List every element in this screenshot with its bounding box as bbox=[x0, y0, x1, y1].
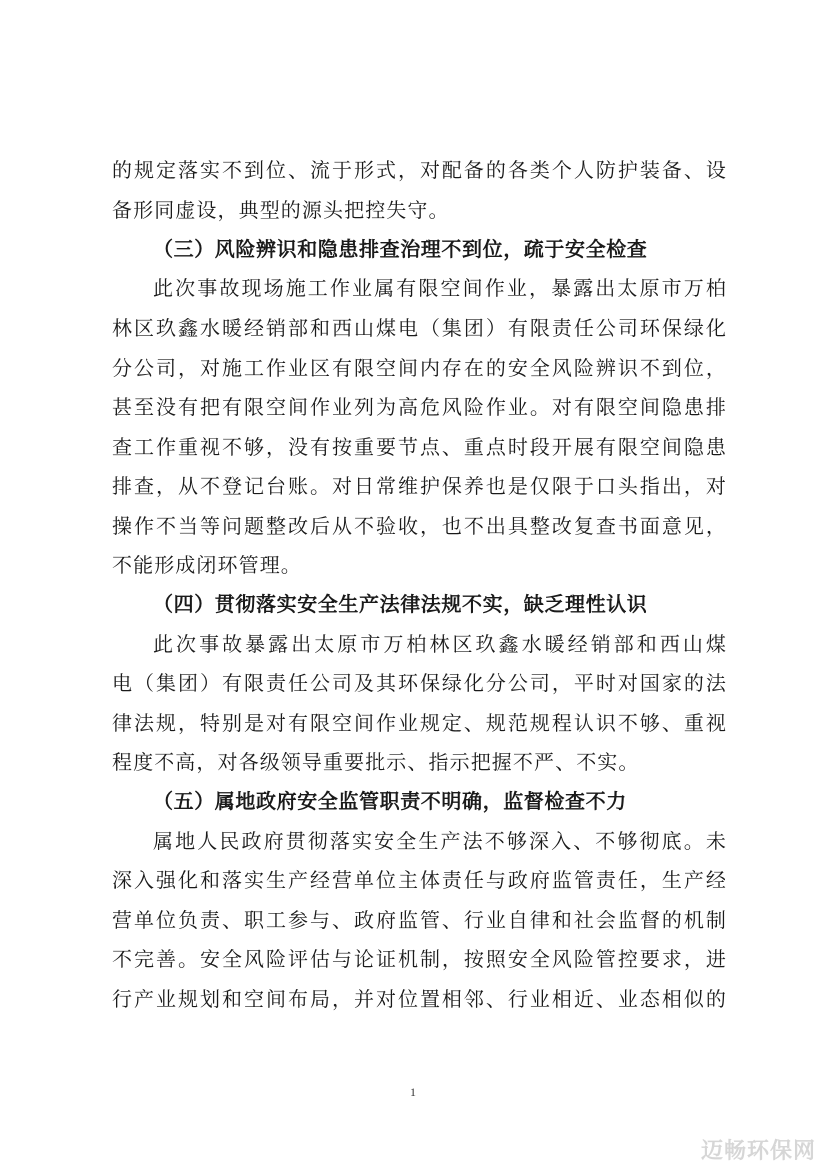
paragraph-line: 程度不高，对各级领导重要批示、指示把握不严、不实。 bbox=[112, 750, 640, 774]
paragraph-line: 林区玖鑫水暖经销部和西山煤电（集团）有限责任公司环保绿化 bbox=[112, 316, 727, 340]
section-heading-3: （三）风险辨识和隐患排查治理不到位，疏于安全检查 bbox=[153, 237, 648, 261]
paragraph-line: 分公司，对施工作业区有限空间内存在的安全风险辨识不到位， bbox=[112, 356, 727, 380]
section-heading-4: （四）贯彻落实安全生产法律法规不实，缺乏理性认识 bbox=[153, 592, 648, 616]
paragraph-line: 不完善。安全风险评估与论证机制，按照安全风险管控要求，进 bbox=[112, 947, 727, 971]
paragraph-line: 操作不当等问题整改后从不验收，也不出具整改复查书面意见， bbox=[112, 514, 727, 538]
paragraph-line: 深入强化和落实生产经营单位主体责任与政府监管责任，生产经 bbox=[112, 868, 727, 892]
paragraph-line: 查工作重视不够，没有按重要节点、重点时段开展有限空间隐患 bbox=[112, 435, 727, 459]
page-number: 1 bbox=[410, 1085, 416, 1099]
paragraph-line: 甚至没有把有限空间作业列为高危风险作业。对有限空间隐患排 bbox=[112, 395, 727, 419]
paragraph-line: 行产业规划和空间布局，并对位置相邻、行业相近、业态相似的 bbox=[112, 987, 727, 1011]
paragraph-line: 属地人民政府贯彻落实安全生产法不够深入、不够彻底。未 bbox=[153, 829, 727, 853]
section-heading-5: （五）属地政府安全监管职责不明确，监督检查不力 bbox=[153, 789, 627, 813]
paragraph-line: 此次事故现场施工作业属有限空间作业，暴露出太原市万柏 bbox=[153, 276, 727, 300]
paragraph-line: 电（集团）有限责任公司及其环保绿化分公司，平时对国家的法 bbox=[112, 671, 727, 695]
paragraph-line: 排查，从不登记台账。对日常维护保养也是仅限于口头指出，对 bbox=[112, 474, 727, 498]
paragraph-line: 的规定落实不到位、流于形式，对配备的各类个人防护装备、设 bbox=[112, 158, 727, 182]
paragraph-line: 营单位负责、职工参与、政府监管、行业自律和社会监督的机制 bbox=[112, 908, 727, 932]
site-watermark: 迈畅环保网 bbox=[700, 1139, 816, 1164]
paragraph-line: 律法规，特别是对有限空间作业规定、规范规程认识不够、重视 bbox=[112, 711, 727, 735]
paragraph-line: 不能形成闭环管理。 bbox=[112, 553, 302, 577]
paragraph-line: 备形同虚设，典型的源头把控失守。 bbox=[112, 198, 450, 222]
paragraph-line: 此次事故暴露出太原市万柏林区玖鑫水暖经销部和西山煤 bbox=[153, 632, 727, 656]
